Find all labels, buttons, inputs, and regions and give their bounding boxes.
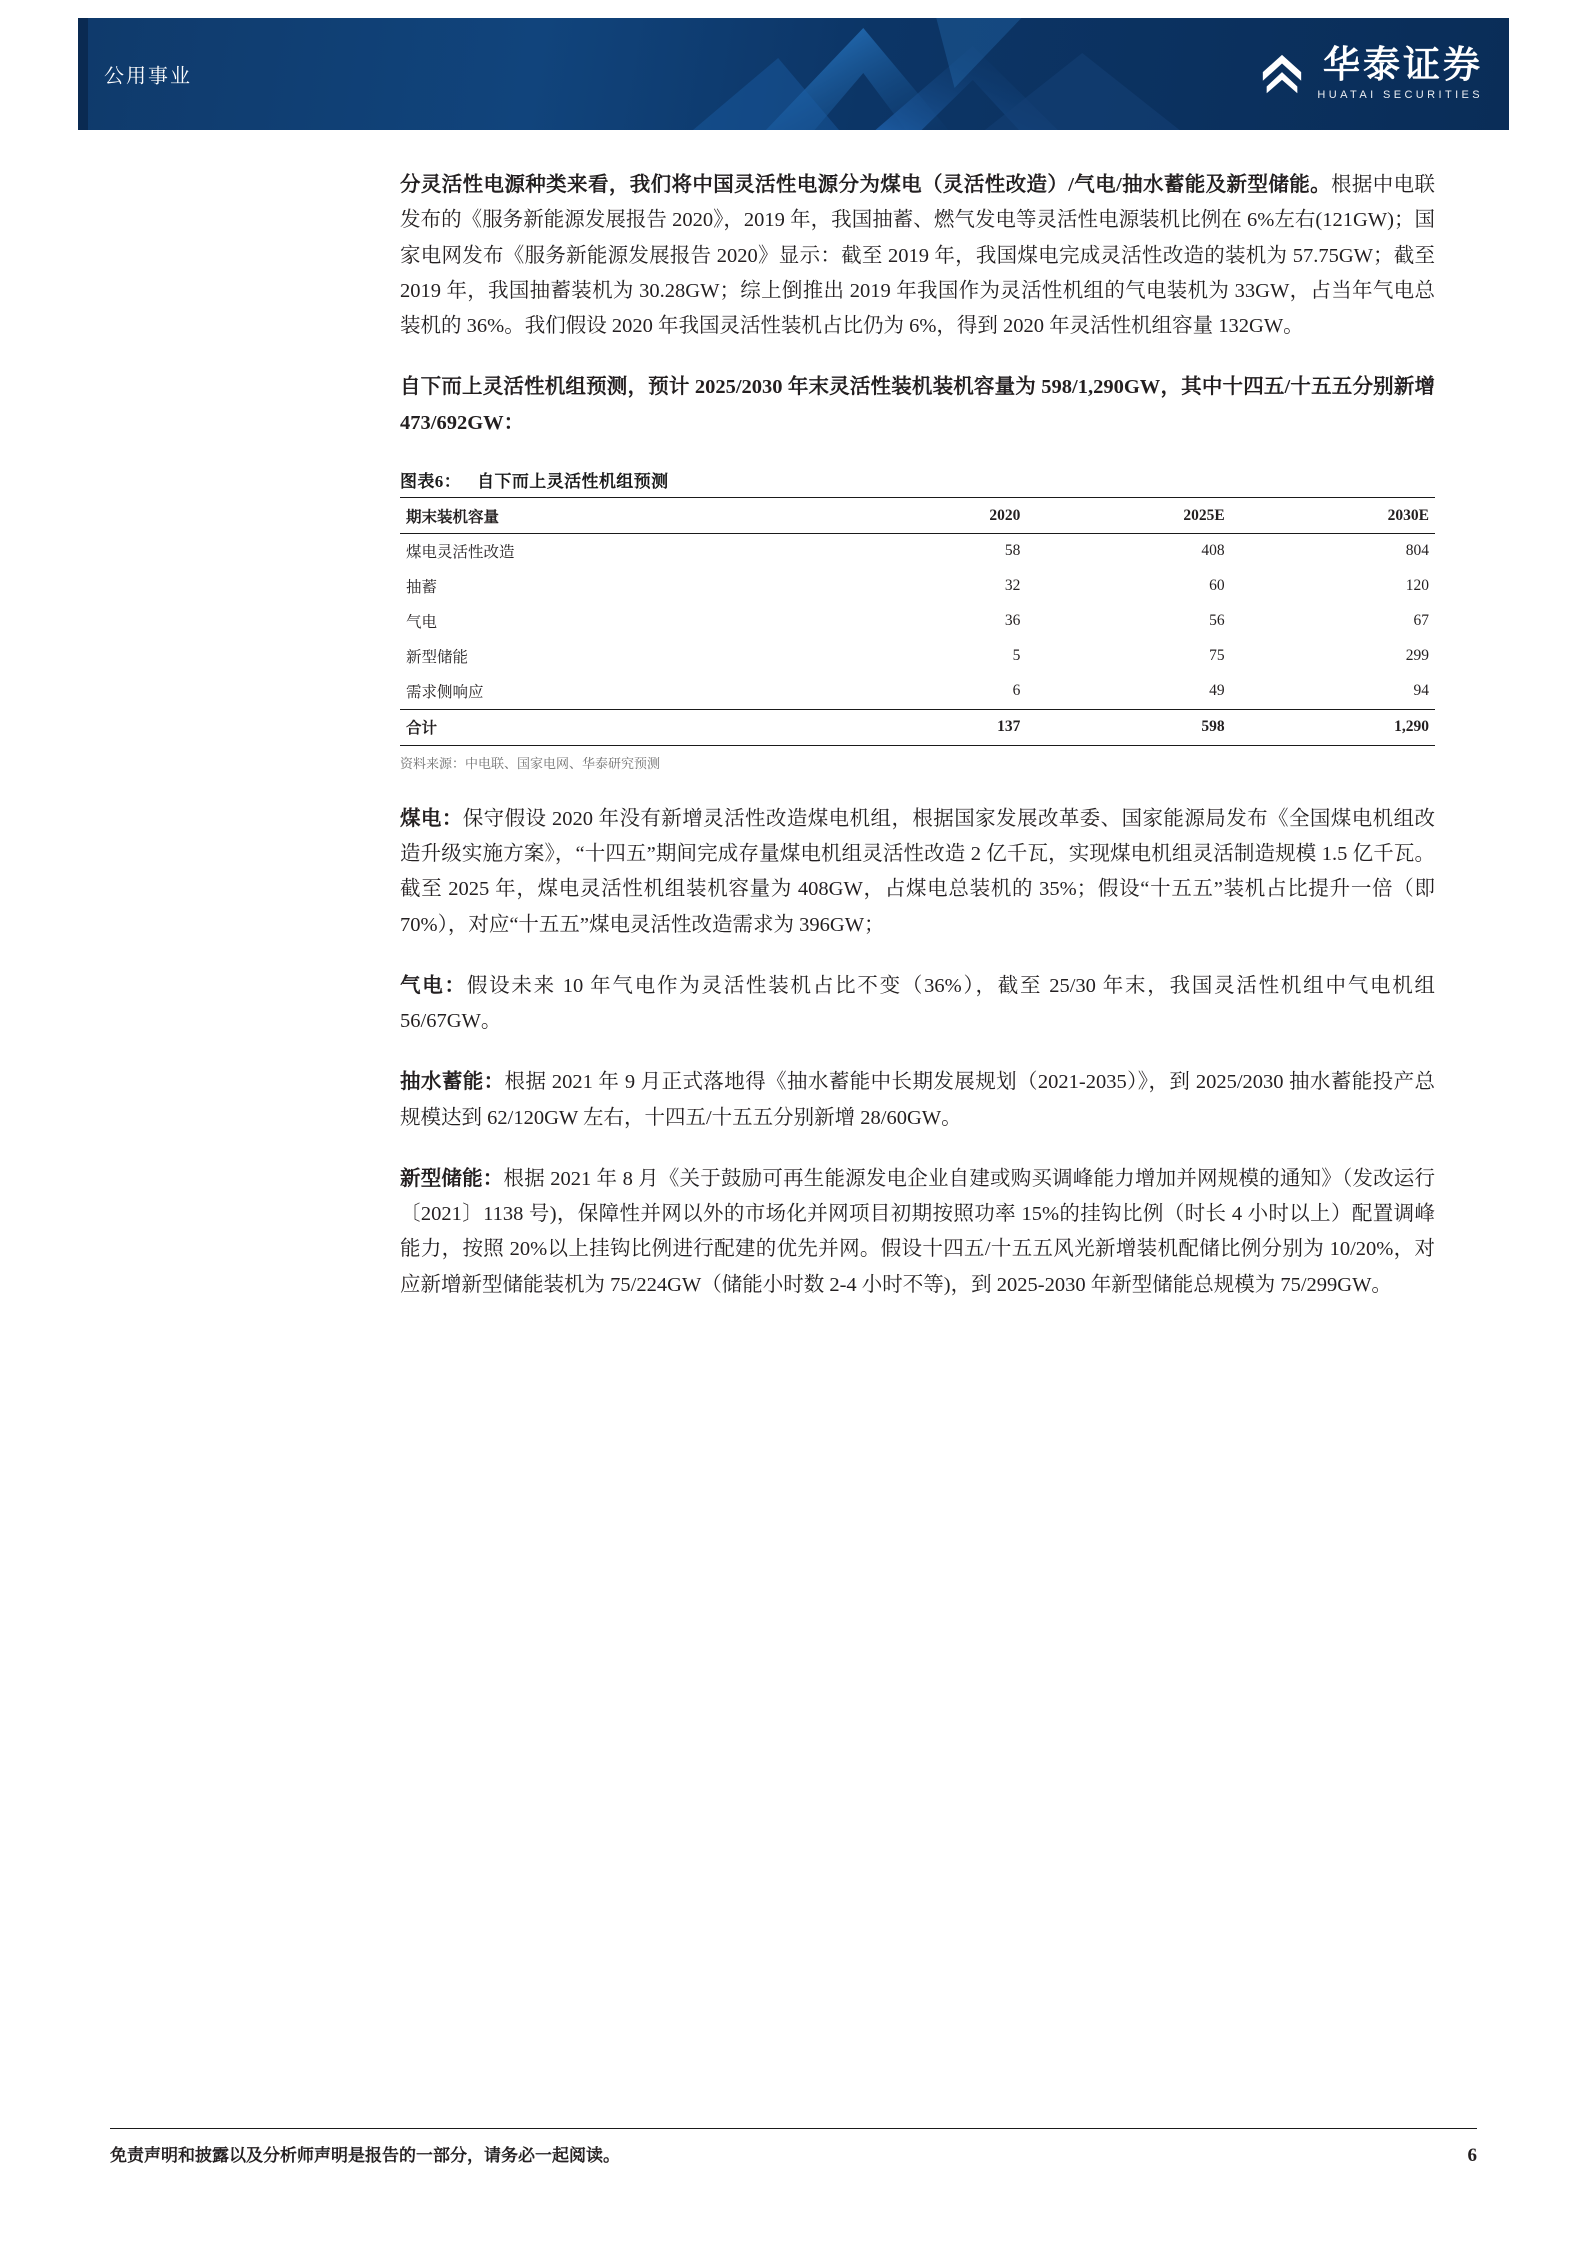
table-row: [400, 639, 1435, 674]
paragraph-new-storage-text: 根据 2021 年 8 月《关于鼓励可再生能源发电企业自建或购买调峰能力增加并网规模的通知》（发改运行〔2021〕1138 号)，保障性并网以外的市场化并网项目初期按照功率 15%的挂钩比例（时长 4 小时以上）配置调峰能力，按照 20%以上挂钩比例进行配建的优先并网。假设十四五/十五五风光新增装机配储比例分别为 10/20%，对应新增新型储能装机为 75/224GW（储能小时数 2-4 小时不等)，到 2025-2030 年新型储能总规模为 75/299GW。: [400, 1167, 1435, 1296]
paragraph-pumped-storage-label: 抽水蓄能：: [400, 1071, 505, 1094]
exhibit-source: 资料来源：中电联、国家电网、华泰研究预测: [400, 755, 661, 771]
paragraph-gas-label: 气电：: [400, 974, 467, 997]
column-header-label: 期末装机容量: [400, 498, 862, 534]
total-value: 1,290: [1231, 709, 1435, 745]
row-value: 32: [1004, 577, 1021, 595]
exhibit-title: [400, 467, 1435, 498]
exhibit-table: [400, 498, 1435, 746]
brand-logo: [1259, 47, 1483, 101]
exhibit-6: [400, 467, 1435, 772]
row-label: 煤电灵活性改造: [406, 544, 515, 562]
paragraph-1-body: 根据中电联发布的《服务新能源发展报告 2020》，2019 年，我国抽蓄、燃气发电等灵活性电源装机比例在 6%左右(121GW)；国家电网发布《服务新能源发展报告 2020》显示：截至 2019 年，我国煤电完成灵活性改造的装机为 57.75GW；截至 2019 年，我国抽蓄装机为 30.28GW；综上倒推出 2019 年我国作为灵活性机组的气电装机为 33GW，占当年气电总装机的 36%。我们假设 2020 年我国灵活性装机占比仍为 6%，得到 2020 年灵活性机组容量 132GW。: [400, 174, 1436, 337]
row-value: 299: [1405, 647, 1429, 665]
paragraph-new-storage: [400, 1162, 1435, 1303]
row-value: 36: [1004, 612, 1021, 630]
row-value: 67: [1413, 612, 1429, 630]
footer-disclaimer: 免责声明和披露以及分析师声明是报告的一部分，请务必一起阅读。: [110, 2146, 620, 2165]
header-decoration-graphic: [693, 18, 1180, 130]
column-header-2025e: 2025E: [1026, 498, 1230, 534]
paragraph-coal-label: 煤电：: [400, 807, 463, 830]
table-header-row: [400, 498, 1435, 534]
row-value: 56: [1209, 612, 1225, 630]
paragraph-2: [400, 370, 1435, 441]
row-value: 75: [1209, 647, 1225, 665]
row-value: 120: [1405, 577, 1429, 595]
table-row: [400, 674, 1435, 710]
page-header: [78, 18, 1509, 130]
column-header-2030e: 2030E: [1231, 498, 1435, 534]
exhibit-caption: 自下而上灵活性机组预测: [477, 471, 669, 491]
row-value: 804: [1405, 542, 1429, 560]
row-value: 5: [1012, 647, 1021, 665]
row-label: 抽蓄: [406, 579, 438, 597]
table-total-row: [400, 709, 1435, 745]
paragraph-coal-text: 保守假设 2020 年没有新增灵活性改造煤电机组，根据国家发展改革委、国家能源局发布《全国煤电机组改造升级实施方案》，“十四五”期间完成存量煤电机组灵活性改造 2 亿千瓦，实现煤电机组灵活制造规模 1.5 亿千瓦。截至 2025 年，煤电灵活性机组装机容量为 408GW，占煤电总装机的 35%；假设“十五五”装机占比提升一倍（即 70%），对应“十五五”煤电灵活性改造需求为 396GW；: [400, 807, 1435, 936]
brand-name-cn: 华泰证券: [1323, 45, 1483, 87]
page-footer: [110, 2128, 1477, 2167]
paragraph-pumped-storage: [400, 1065, 1435, 1136]
row-value: 58: [1004, 542, 1021, 560]
page-number: 6: [1467, 2145, 1477, 2166]
paragraph-1-lead: 分灵活性电源种类来看，我们将中国灵活性电源分为煤电（灵活性改造）/气电/抽水蓄能及新型储能。: [400, 174, 1331, 196]
row-label: 需求侧响应: [406, 684, 484, 702]
paragraph-new-storage-label: 新型储能：: [400, 1167, 504, 1190]
paragraph-pumped-storage-text: 根据 2021 年 9 月正式落地得《抽水蓄能中长期发展规划（2021-2035）》，到 2025/2030 抽水蓄能投产总规模达到 62/120GW 左右，十四五/十五五分别新增 28/60GW。: [400, 1071, 1435, 1129]
column-header-2020: 2020: [862, 498, 1027, 534]
huatai-logo-icon: [1259, 51, 1305, 97]
total-value: 137: [862, 709, 1027, 745]
row-label: 气电: [406, 614, 438, 632]
table-row: [400, 604, 1435, 639]
row-value: 408: [1201, 542, 1225, 560]
row-value: 94: [1413, 682, 1429, 700]
document-content: [400, 168, 1435, 1329]
paragraph-coal: [400, 802, 1435, 943]
row-label: 新型储能: [406, 649, 469, 667]
total-label: 合计: [400, 709, 862, 745]
header-left-band: [78, 18, 88, 130]
total-value: 598: [1026, 709, 1230, 745]
row-value: 6: [1012, 682, 1021, 700]
row-value: 60: [1209, 577, 1225, 595]
paragraph-1: [400, 168, 1435, 344]
brand-name-en: HUATAI SECURITIES: [1317, 88, 1483, 101]
paragraph-2-text: 自下而上灵活性机组预测，预计 2025/2030 年末灵活性装机装机容量为 598/1,290GW，其中十四五/十五五分别新增 473/692GW：: [400, 376, 1435, 434]
exhibit-number: 图表6：: [400, 471, 462, 491]
page-title: 公用事业: [104, 65, 192, 88]
paragraph-gas: [400, 969, 1435, 1040]
row-value: 49: [1209, 682, 1225, 700]
table-row: [400, 569, 1435, 604]
table-row: [400, 533, 1435, 569]
paragraph-gas-text: 假设未来 10 年气电作为灵活性装机占比不变（36%），截至 25/30 年末，我国灵活性机组中气电机组 56/67GW。: [400, 974, 1436, 1032]
